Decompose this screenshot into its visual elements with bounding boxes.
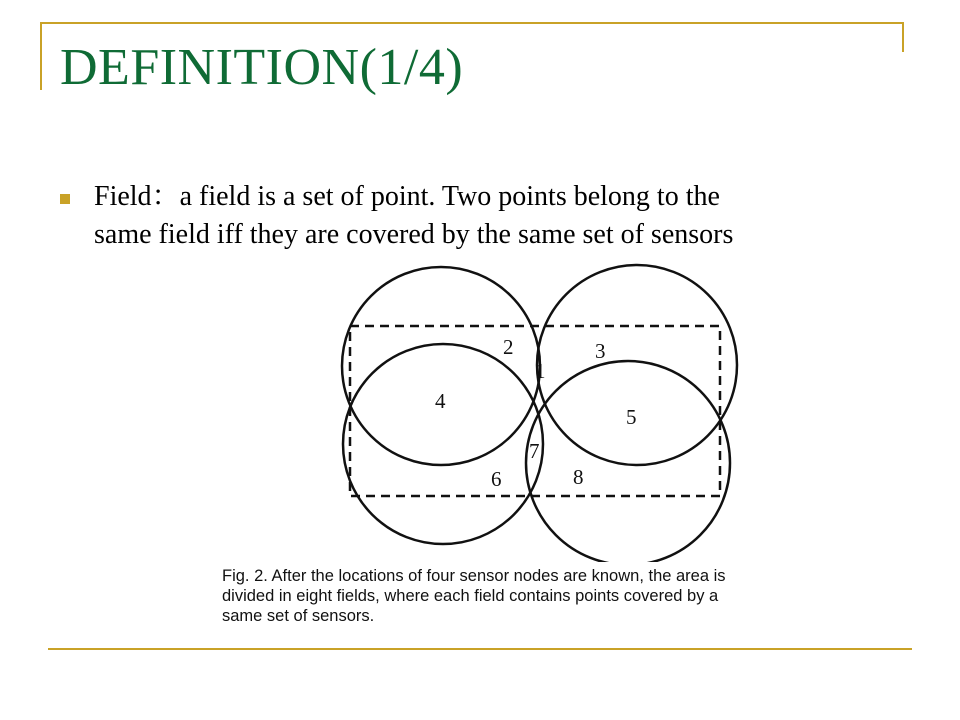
bottom-divider	[48, 648, 912, 650]
field-label-5: 5	[626, 405, 637, 429]
bullet-text-line2: same field iff they are covered by the same set of sensors	[94, 219, 734, 250]
bullet-separator: ：	[151, 181, 180, 212]
field-label-8: 8	[573, 465, 584, 489]
right-divider	[902, 22, 904, 52]
figure-caption	[222, 566, 882, 626]
caption-line1: Fig. 2. After the locations of four sensor nodes are known, the area is	[222, 567, 726, 585]
sensor-field-diagram	[330, 262, 750, 562]
top-divider	[40, 22, 904, 24]
field-label-2: 2	[503, 335, 514, 359]
sensor-circle-top-left	[342, 267, 540, 465]
bullet-text-line1: a field is a set of point. Two points belong to the	[179, 181, 720, 212]
bullet-square-icon	[60, 194, 70, 204]
field-label-7: 7	[529, 439, 540, 463]
sensor-circle-bottom-right	[526, 361, 730, 562]
caption-line2: divided in eight fields, where each field contains points covered by a	[222, 587, 719, 605]
slide-title: DEFINITION(1/4)	[60, 39, 464, 96]
bullet-definition	[94, 178, 914, 254]
sensor-circle-bottom-left	[343, 344, 543, 544]
caption-line3: same set of sensors.	[222, 607, 375, 625]
left-divider	[40, 22, 42, 90]
bullet-term: Field	[94, 181, 152, 212]
field-label-3: 3	[595, 339, 606, 363]
field-label-6: 6	[491, 467, 502, 491]
sensor-circle-top-right	[537, 265, 737, 465]
field-label-1: 1	[535, 359, 546, 383]
field-label-4: 4	[435, 389, 446, 413]
